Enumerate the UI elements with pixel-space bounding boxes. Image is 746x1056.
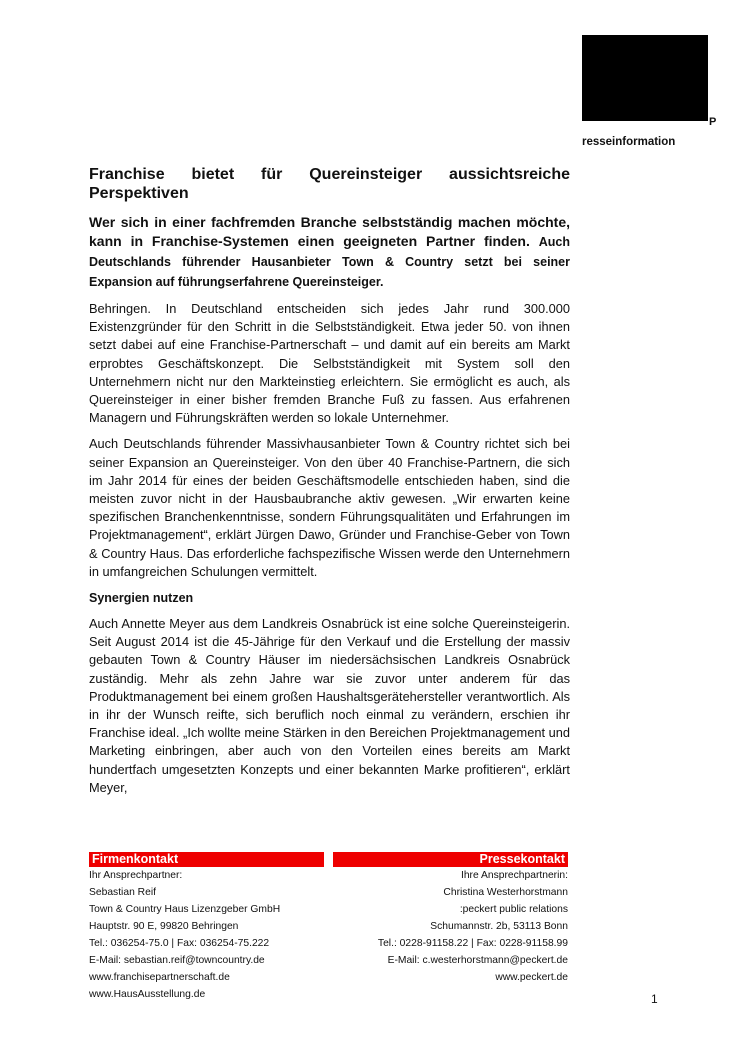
contact-email-link[interactable]: E-Mail: sebastian.reif@towncountry.de (89, 955, 265, 966)
contact-line: Ihr Ansprechpartner: (89, 870, 183, 881)
press-contact (333, 852, 568, 986)
logo-subtitle: resseinformation (582, 136, 676, 148)
contact-line: Town & Country Haus Lizenzgeber GmbH (89, 904, 281, 915)
lead-part-2: Auch Deutschlands führender Hausanbieter Town & Country setzt bei seiner Expansion auf führungserfahrene Quereinsteiger. (89, 235, 570, 289)
section-subheading: Synergien nutzen (89, 591, 194, 606)
lead-part-1: Wer sich in einer fachfremden Branche selbstständig machen möchte, kann in Franchise-Systemen einen geeigneten Partner finden. (89, 214, 570, 249)
contact-email-link[interactable]: E-Mail: c.westerhorstmann@peckert.de (387, 955, 568, 966)
company-contact-heading: Firmenkontakt (89, 852, 324, 867)
contact-line: Tel.: 036254-75.0 | Fax: 036254-75.222 (89, 938, 270, 949)
contact-website-link[interactable]: www.peckert.de (495, 972, 568, 983)
contact-website-link[interactable]: www.franchisepartnerschaft.de (89, 972, 230, 983)
company-contact (89, 852, 324, 1003)
contact-line: Sebastian Reif (89, 887, 156, 898)
article-title: Franchise bietet für Quereinsteiger aussichtsreiche Perspektiven (89, 166, 570, 202)
contact-line: Ihre Ansprechpartnerin: (460, 870, 568, 881)
contact-line: Schumannstr. 2b, 53113 Bonn (430, 921, 568, 932)
logo-block (582, 35, 708, 121)
paragraph-1: Behringen. In Deutschland entscheiden sich jedes Jahr rund 300.000 Existenzgründer für den Schritt in die Selbstständigkeit. Etwa jeder 50. von ihnen setzt dabei auf eine Franchise-Partnerschaft – und damit auf ein bereits am Markt erprobtes Geschäftskonzept. Die Selbstständigkeit mit System soll den Unternehmern nicht nur den Markteinstieg erleichtern. Sie ermöglicht es auch, als Quereinsteiger in einer bisher fremden Branche Fuß zu fassen. Aus erfahrenen Managern und Führungskräften werden so lokale Unternehmer. (89, 301, 570, 426)
contact-line: Tel.: 0228-91158.22 | Fax: 0228-91158.99 (377, 938, 568, 949)
article (89, 165, 570, 797)
contact-line: Christina Westerhorstmann (443, 887, 568, 898)
paragraph-2: Auch Deutschlands führender Massivhausanbieter Town & Country richtet sich bei seiner Expansion an Quereinsteiger. Von den über 40 Franchise-Partnern, die sich im Jahr 2014 für eines der beiden Geschäftsmodelle entschieden haben, sind die meisten zuvor nicht in der Hausbaubranche aktiv gewesen. „Wir erwarten keine spezifischen Branchenkenntnisse, sondern Führungsqualitäten und Erfahrungen im Projektmanagement“, erklärt Jürgen Dawo, Gründer und Franchise-Geber von Town & Country Haus. Das erforderliche fachspezifische Wissen werde den Unternehmern in umfangreichen Schulungen vermittelt. (89, 436, 570, 579)
company-contact-lines (89, 867, 324, 1003)
contact-line: :peckert public relations (459, 904, 568, 915)
logo-letter: P (709, 116, 717, 128)
press-contact-heading: Pressekontakt (333, 852, 568, 867)
article-lead (89, 213, 570, 292)
press-contact-lines (333, 867, 568, 986)
paragraph-3: Auch Annette Meyer aus dem Landkreis Osnabrück ist eine solche Quereinsteigerin. Seit August 2014 ist die 45-Jährige für den Verkauf und die Erstellung der massiv gebauten Town & Country Häuser im niedersächsischen Landkreis Osnabrück zuständig. Mehr als zehn Jahre war sie zuvor unter anderem für das Produktmanagement bei einem großen Haushaltsgerätehersteller verantwortlich. Als in ihr der Wunsch reifte, sich beruflich noch einmal zu verändern, erschien ihr Franchise ideal. „Ich wollte meine Stärken in den Bereichen Projektmanagement und Marketing einbringen, aber auch von den Vorteilen eines bereits am Markt hundertfach umgesetzten Konzepts und einer bekannten Marke profitieren“, erklärt Meyer, (89, 616, 570, 795)
page-number: 1 (651, 992, 658, 1006)
contact-line: Hauptstr. 90 E, 99820 Behringen (89, 921, 239, 932)
contact-website-link[interactable]: www.HausAusstellung.de (89, 989, 206, 1000)
